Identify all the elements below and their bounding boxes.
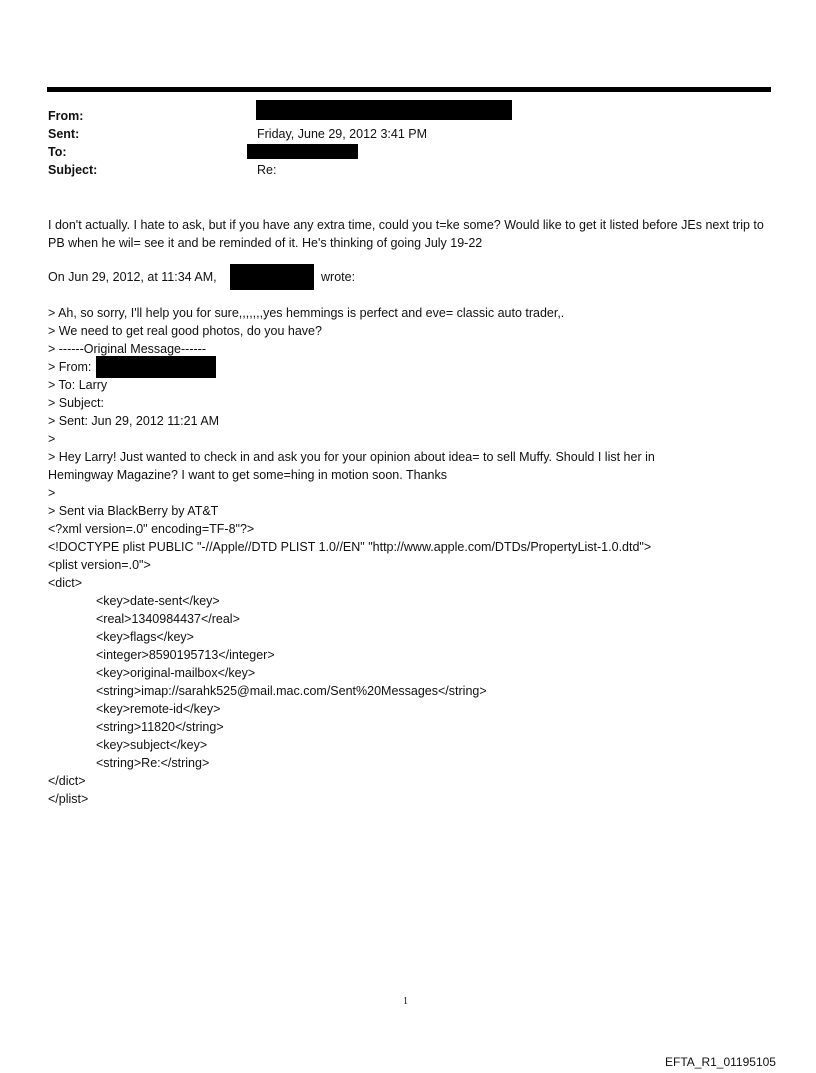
plist-line: <real>1340984437</real> xyxy=(96,612,240,626)
document-id: EFTA_R1_01195105 xyxy=(665,1055,776,1069)
header-rule xyxy=(47,87,771,92)
quoted-line: > xyxy=(48,432,56,446)
quote-intro-before: On Jun 29, 2012, at 11:34 AM, xyxy=(48,270,217,284)
plist-line: <dict> xyxy=(48,576,83,590)
quoted-line: > Ah, so sorry, I'll help you for sure,,,,,,,yes hemmings is perfect and eve= classic auto trader,. xyxy=(48,306,565,320)
plist-line: <key>remote-id</key> xyxy=(96,702,221,716)
plist-line: <key>flags</key> xyxy=(96,630,194,644)
from-label: From: xyxy=(48,109,84,123)
subject-value: Re: xyxy=(257,163,277,177)
plist-line: </dict> xyxy=(48,774,86,788)
plist-line: <string>11820</string> xyxy=(96,720,224,734)
quoted-line: > We need to get real good photos, do you have? xyxy=(48,324,322,338)
quoted-line: > Sent via BlackBerry by AT&T xyxy=(48,504,219,518)
sent-value: Friday, June 29, 2012 3:41 PM xyxy=(257,127,428,141)
quoted-line: > Sent: Jun 29, 2012 11:21 AM xyxy=(48,414,220,428)
plist-line: <integer>8590195713</integer> xyxy=(96,648,275,662)
plist-line: <plist version=.0"> xyxy=(48,558,151,572)
quoted-line: > To: Larry xyxy=(48,378,108,392)
page-number: 1 xyxy=(403,996,408,1007)
quoted-line: > Hey Larry! Just wanted to check in and ask you for your opinion about idea= to sell Muffy. Should I list her in xyxy=(48,450,655,464)
plist-line: <?xml version=.0" encoding=TF-8"?> xyxy=(48,522,255,536)
plist-line: <!DOCTYPE plist PUBLIC "-//Apple//DTD PLIST 1.0//EN" "http://www.apple.com/DTDs/PropertyList-1.0.dtd"> xyxy=(48,540,652,554)
plist-line: <key>original-mailbox</key> xyxy=(96,666,256,680)
subject-label: Subject: xyxy=(48,163,98,177)
redacted-to xyxy=(247,144,358,159)
body-paragraph: I don't actually. I hate to ask, but if you have any extra time, could you t=ke some? Would like to get it listed before JEs next trip to PB when he wil= see it and be reminded of it. He's thinking of going July 19-22 xyxy=(48,218,764,250)
sent-label: Sent: xyxy=(48,127,80,141)
quoted-line: > Subject: xyxy=(48,396,104,410)
plist-line: </plist> xyxy=(48,792,89,806)
quoted-line: > From: xyxy=(48,360,92,374)
quoted-line: > xyxy=(48,486,56,500)
plist-line: <key>subject</key> xyxy=(96,738,208,752)
plist-line: <string>Re:</string> xyxy=(96,756,210,770)
redacted-from xyxy=(256,100,512,120)
plist-line: <string>imap://sarahk525@mail.mac.com/Sent%20Messages</string> xyxy=(96,684,487,698)
quoted-line: Hemingway Magazine? I want to get some=hing in motion soon. Thanks xyxy=(48,468,447,482)
quote-intro-after: wrote: xyxy=(321,270,356,284)
redacted-sender xyxy=(230,264,314,290)
to-label: To: xyxy=(48,145,67,159)
quoted-line: > ------Original Message------ xyxy=(48,342,206,356)
plist-line: <key>date-sent</key> xyxy=(96,594,220,608)
redacted-original-from xyxy=(96,356,216,378)
